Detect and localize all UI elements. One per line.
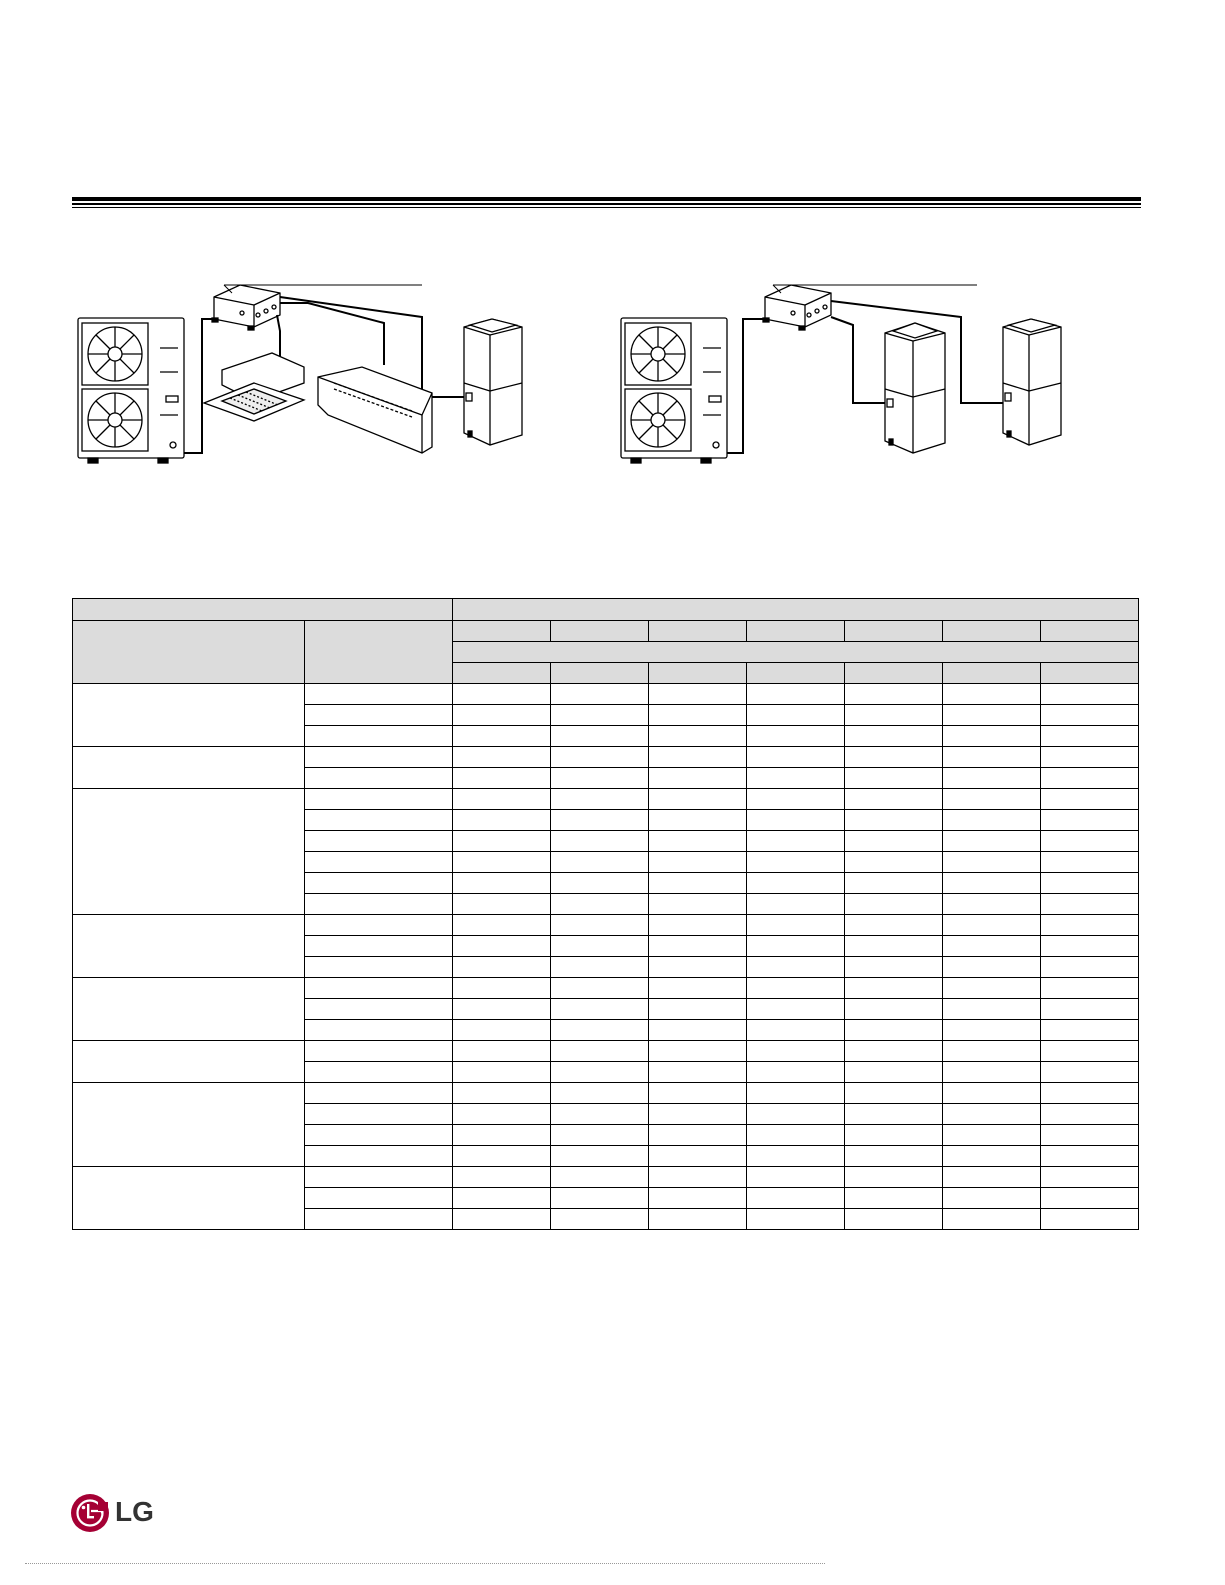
parameter-cell xyxy=(305,936,453,957)
model-header-cell xyxy=(649,621,747,642)
value-cell xyxy=(943,1188,1041,1209)
value-cell xyxy=(1041,768,1139,789)
value-cell xyxy=(551,1188,649,1209)
value-cell xyxy=(943,1146,1041,1167)
value-cell xyxy=(649,957,747,978)
value-cell xyxy=(453,936,551,957)
value-cell xyxy=(845,936,943,957)
value-cell xyxy=(453,873,551,894)
value-cell xyxy=(845,978,943,999)
value-cell xyxy=(551,1146,649,1167)
table-header-row xyxy=(73,621,1139,642)
value-cell xyxy=(845,1104,943,1125)
table-row xyxy=(73,1041,1139,1062)
value-cell xyxy=(845,1125,943,1146)
value-cell xyxy=(649,978,747,999)
value-cell xyxy=(453,1188,551,1209)
value-cell xyxy=(453,810,551,831)
table-row xyxy=(73,1083,1139,1104)
value-cell xyxy=(845,789,943,810)
lg-logo xyxy=(70,1493,160,1533)
value-cell xyxy=(943,1104,1041,1125)
value-cell xyxy=(649,936,747,957)
value-cell xyxy=(551,1125,649,1146)
table-row xyxy=(73,684,1139,705)
value-cell xyxy=(551,747,649,768)
value-cell xyxy=(453,789,551,810)
value-cell xyxy=(1041,1146,1139,1167)
parameter-cell xyxy=(305,999,453,1020)
air-handler-icon xyxy=(885,323,945,453)
value-cell xyxy=(943,1062,1041,1083)
value-cell xyxy=(649,1146,747,1167)
value-cell xyxy=(1041,1020,1139,1041)
value-cell xyxy=(453,831,551,852)
value-cell xyxy=(943,1125,1041,1146)
value-cell xyxy=(453,705,551,726)
model-header-cell xyxy=(747,621,845,642)
value-cell xyxy=(943,957,1041,978)
header-cell xyxy=(73,621,305,684)
category-cell xyxy=(73,1167,305,1230)
value-cell xyxy=(453,684,551,705)
category-cell xyxy=(73,978,305,1041)
category-cell xyxy=(73,747,305,789)
model-header-cell xyxy=(453,621,551,642)
value-cell xyxy=(649,1125,747,1146)
value-cell xyxy=(649,1167,747,1188)
value-cell xyxy=(1041,957,1139,978)
value-cell xyxy=(453,1209,551,1230)
table-row xyxy=(73,789,1139,810)
value-cell xyxy=(1041,726,1139,747)
parameter-cell xyxy=(305,1209,453,1230)
value-cell xyxy=(453,1125,551,1146)
value-cell xyxy=(943,789,1041,810)
value-cell xyxy=(649,831,747,852)
value-cell xyxy=(551,831,649,852)
value-cell xyxy=(551,1104,649,1125)
value-cell xyxy=(649,789,747,810)
model-header-cell xyxy=(453,663,551,684)
value-cell xyxy=(845,894,943,915)
value-cell xyxy=(1041,894,1139,915)
parameter-cell xyxy=(305,1062,453,1083)
value-cell xyxy=(943,747,1041,768)
value-cell xyxy=(551,789,649,810)
table-row xyxy=(73,1167,1139,1188)
value-cell xyxy=(453,1104,551,1125)
value-cell xyxy=(551,810,649,831)
value-cell xyxy=(453,1041,551,1062)
value-cell xyxy=(845,1083,943,1104)
value-cell xyxy=(747,852,845,873)
footer-rule xyxy=(25,1563,825,1565)
value-cell xyxy=(649,915,747,936)
value-cell xyxy=(649,1041,747,1062)
value-cell xyxy=(747,1188,845,1209)
value-cell xyxy=(747,1104,845,1125)
value-cell xyxy=(551,1209,649,1230)
value-cell xyxy=(453,957,551,978)
value-cell xyxy=(845,1209,943,1230)
parameter-cell xyxy=(305,831,453,852)
parameter-cell xyxy=(305,810,453,831)
value-cell xyxy=(747,831,845,852)
value-cell xyxy=(649,894,747,915)
value-cell xyxy=(551,726,649,747)
title-rule-thick xyxy=(72,197,1141,201)
value-cell xyxy=(943,810,1041,831)
value-cell xyxy=(649,684,747,705)
value-cell xyxy=(747,1146,845,1167)
value-cell xyxy=(845,684,943,705)
value-cell xyxy=(845,1041,943,1062)
model-header-cell xyxy=(943,621,1041,642)
title-rule-thin-2 xyxy=(72,207,1141,208)
value-cell xyxy=(845,810,943,831)
wall-mounted-unit-icon xyxy=(318,367,432,453)
value-cell xyxy=(943,1209,1041,1230)
value-cell xyxy=(747,957,845,978)
value-cell xyxy=(845,915,943,936)
value-cell xyxy=(747,1125,845,1146)
header-cell xyxy=(453,599,1139,621)
value-cell xyxy=(747,684,845,705)
model-header-cell xyxy=(1041,663,1139,684)
value-cell xyxy=(649,1062,747,1083)
value-cell xyxy=(747,999,845,1020)
value-cell xyxy=(1041,747,1139,768)
value-cell xyxy=(1041,999,1139,1020)
value-cell xyxy=(1041,852,1139,873)
value-cell xyxy=(1041,915,1139,936)
parameter-cell xyxy=(305,1146,453,1167)
value-cell xyxy=(943,936,1041,957)
parameter-cell xyxy=(305,1104,453,1125)
model-header-cell xyxy=(943,663,1041,684)
value-cell xyxy=(747,1020,845,1041)
value-cell xyxy=(845,747,943,768)
value-cell xyxy=(453,768,551,789)
system-diagram-air-handlers xyxy=(615,255,1135,470)
value-cell xyxy=(1041,1167,1139,1188)
value-cell xyxy=(747,1209,845,1230)
parameter-cell xyxy=(305,894,453,915)
value-cell xyxy=(1041,789,1139,810)
value-cell xyxy=(943,768,1041,789)
value-cell xyxy=(943,705,1041,726)
value-cell xyxy=(649,768,747,789)
value-cell xyxy=(845,1167,943,1188)
parameter-cell xyxy=(305,1167,453,1188)
value-cell xyxy=(1041,1083,1139,1104)
parameter-cell xyxy=(305,789,453,810)
value-cell xyxy=(649,810,747,831)
value-cell xyxy=(747,873,845,894)
air-handler-icon xyxy=(464,319,522,445)
value-cell xyxy=(453,915,551,936)
value-cell xyxy=(1041,810,1139,831)
value-cell xyxy=(551,978,649,999)
value-cell xyxy=(747,789,845,810)
value-cell xyxy=(551,894,649,915)
value-cell xyxy=(649,852,747,873)
value-cell xyxy=(1041,1125,1139,1146)
title-rule-thin xyxy=(72,203,1141,205)
table-row xyxy=(73,747,1139,768)
value-cell xyxy=(943,894,1041,915)
branch-box-icon xyxy=(212,285,280,330)
value-cell xyxy=(943,726,1041,747)
refrigerant-piping xyxy=(727,301,1005,453)
value-cell xyxy=(1041,1062,1139,1083)
value-cell xyxy=(943,1167,1041,1188)
value-cell xyxy=(551,999,649,1020)
value-cell xyxy=(845,873,943,894)
parameter-cell xyxy=(305,726,453,747)
value-cell xyxy=(551,915,649,936)
value-cell xyxy=(1041,1188,1139,1209)
value-cell xyxy=(747,768,845,789)
parameter-cell xyxy=(305,747,453,768)
value-cell xyxy=(551,852,649,873)
value-cell xyxy=(1041,978,1139,999)
value-cell xyxy=(551,1062,649,1083)
value-cell xyxy=(943,1083,1041,1104)
value-cell xyxy=(845,1146,943,1167)
value-cell xyxy=(551,873,649,894)
value-cell xyxy=(453,852,551,873)
value-cell xyxy=(453,747,551,768)
value-cell xyxy=(453,1062,551,1083)
parameter-cell xyxy=(305,873,453,894)
value-cell xyxy=(453,1083,551,1104)
value-cell xyxy=(845,705,943,726)
value-cell xyxy=(747,894,845,915)
value-cell xyxy=(943,1041,1041,1062)
value-cell xyxy=(551,705,649,726)
category-cell xyxy=(73,915,305,978)
value-cell xyxy=(747,978,845,999)
header-cell xyxy=(305,621,453,684)
parameter-cell xyxy=(305,684,453,705)
value-cell xyxy=(1041,831,1139,852)
value-cell xyxy=(649,873,747,894)
value-cell xyxy=(453,726,551,747)
value-cell xyxy=(1041,1209,1139,1230)
model-header-cell xyxy=(551,663,649,684)
value-cell xyxy=(943,873,1041,894)
category-cell xyxy=(73,1083,305,1167)
outdoor-unit-icon xyxy=(621,318,727,463)
model-header-cell xyxy=(845,621,943,642)
branch-box-icon xyxy=(763,285,831,330)
value-cell xyxy=(943,684,1041,705)
value-cell xyxy=(649,1209,747,1230)
value-cell xyxy=(943,978,1041,999)
value-cell xyxy=(943,915,1041,936)
value-cell xyxy=(649,1083,747,1104)
value-cell xyxy=(845,1188,943,1209)
parameter-cell xyxy=(305,1083,453,1104)
value-cell xyxy=(551,1041,649,1062)
value-cell xyxy=(747,810,845,831)
system-diagram-mixed xyxy=(72,255,592,470)
value-cell xyxy=(943,999,1041,1020)
value-cell xyxy=(1041,684,1139,705)
value-cell xyxy=(943,831,1041,852)
model-header-cell xyxy=(551,621,649,642)
value-cell xyxy=(551,768,649,789)
value-cell xyxy=(1041,705,1139,726)
value-cell xyxy=(453,1146,551,1167)
value-cell xyxy=(551,1020,649,1041)
parameter-cell xyxy=(305,852,453,873)
category-cell xyxy=(73,789,305,915)
value-cell xyxy=(453,978,551,999)
value-cell xyxy=(649,705,747,726)
air-handler-icon xyxy=(1003,319,1061,445)
value-cell xyxy=(551,684,649,705)
value-cell xyxy=(845,852,943,873)
value-cell xyxy=(551,936,649,957)
value-cell xyxy=(649,726,747,747)
value-cell xyxy=(747,705,845,726)
category-cell xyxy=(73,684,305,747)
value-cell xyxy=(453,1020,551,1041)
model-header-cell xyxy=(845,663,943,684)
value-cell xyxy=(453,894,551,915)
value-cell xyxy=(551,1083,649,1104)
value-cell xyxy=(845,957,943,978)
value-cell xyxy=(845,1062,943,1083)
model-header-cell xyxy=(1041,621,1139,642)
value-cell xyxy=(943,852,1041,873)
ceiling-cassette-icon xyxy=(204,353,304,421)
value-cell xyxy=(1041,936,1139,957)
value-cell xyxy=(845,831,943,852)
parameter-cell xyxy=(305,1188,453,1209)
table-header-row xyxy=(73,599,1139,621)
value-cell xyxy=(747,1167,845,1188)
value-cell xyxy=(551,1167,649,1188)
value-cell xyxy=(551,957,649,978)
header-cell xyxy=(453,642,1139,663)
value-cell xyxy=(845,1020,943,1041)
value-cell xyxy=(453,1167,551,1188)
specification-table xyxy=(72,598,1139,1230)
table-row xyxy=(73,915,1139,936)
category-cell xyxy=(73,1041,305,1083)
value-cell xyxy=(649,747,747,768)
value-cell xyxy=(1041,873,1139,894)
table-row xyxy=(73,978,1139,999)
value-cell xyxy=(747,747,845,768)
value-cell xyxy=(747,1062,845,1083)
value-cell xyxy=(453,999,551,1020)
parameter-cell xyxy=(305,1125,453,1146)
outdoor-unit-icon xyxy=(78,318,184,463)
value-cell xyxy=(1041,1041,1139,1062)
value-cell xyxy=(845,726,943,747)
value-cell xyxy=(747,726,845,747)
lg-logo-wordmark: LG xyxy=(115,1496,154,1527)
parameter-cell xyxy=(305,978,453,999)
value-cell xyxy=(649,1020,747,1041)
lg-logo-mark-icon xyxy=(70,1493,110,1533)
parameter-cell xyxy=(305,1041,453,1062)
value-cell xyxy=(649,999,747,1020)
parameter-cell xyxy=(305,1020,453,1041)
model-header-cell xyxy=(747,663,845,684)
value-cell xyxy=(845,768,943,789)
value-cell xyxy=(1041,1104,1139,1125)
value-cell xyxy=(747,936,845,957)
value-cell xyxy=(747,1041,845,1062)
header-cell xyxy=(73,599,453,621)
value-cell xyxy=(943,1020,1041,1041)
parameter-cell xyxy=(305,705,453,726)
value-cell xyxy=(747,1083,845,1104)
parameter-cell xyxy=(305,768,453,789)
model-header-cell xyxy=(649,663,747,684)
value-cell xyxy=(649,1104,747,1125)
value-cell xyxy=(747,915,845,936)
parameter-cell xyxy=(305,915,453,936)
value-cell xyxy=(845,999,943,1020)
value-cell xyxy=(649,1188,747,1209)
parameter-cell xyxy=(305,957,453,978)
